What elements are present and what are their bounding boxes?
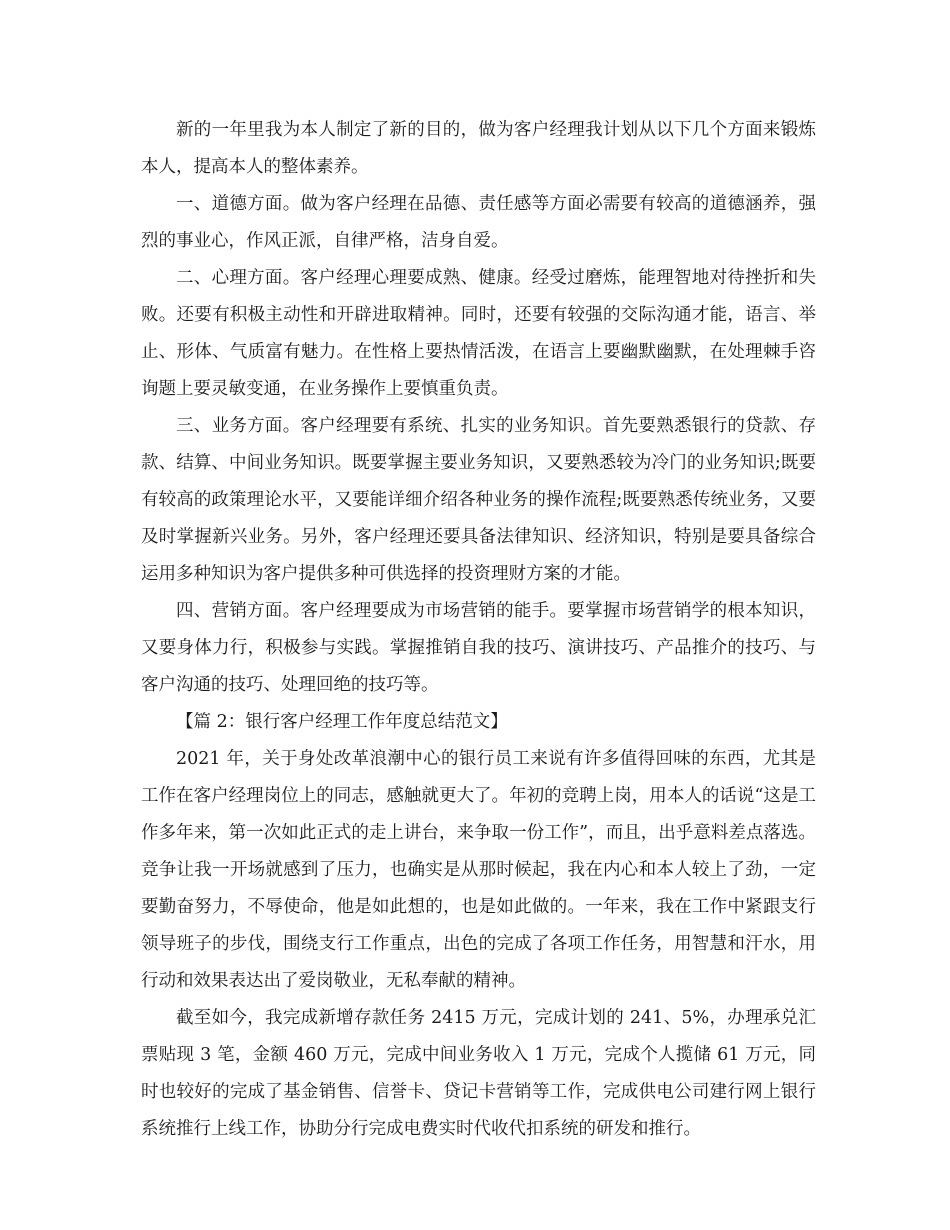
paragraph-summary-2021: 2021 年，关于身处改革浪潮中心的银行员工来说有许多值得回味的东西，尤其是工作在客户经理岗位上的同志，感触就更大了。年初的竞聘上岗，用本人的话说“这是工作多年来，第一次如此正式的走上讲台，来争取一份工作”，而且，出乎意料差点落选。竞争让我一开场就感到了压力，也确实是从那时候起，我在内心和本人较上了劲，一定要勤奋努力，不辱使命，他是如此想的，也是如此做的。一年来，我在工作中紧跟支行领导班子的步伐，围绕支行工作重点，出色的完成了各项工作任务，用智慧和汗水，用行动和效果表达出了爱岗敬业，无私奉献的精神。 xyxy=(141,749,816,991)
paragraph-intro: 新的一年里我为本人制定了新的目的，做为客户经理我计划从以下几个方面来锻炼本人，提高本人的整体素养。 xyxy=(141,120,816,177)
section-heading: 【篇 2：银行客户经理工作年度总结范文】 xyxy=(176,712,508,732)
paragraph-psychology: 二、心理方面。客户经理心理要成熟、健康。经受过磨炼，能理智地对待挫折和失败。还要有积极主动性和开辟进取精神。同时，还要有较强的交际沟通才能，语言、举止、形体、气质富有魅力。在性格上要热情活泼，在语言上要幽默幽默，在处理棘手咨询题上要灵敏变通，在业务操作上要慎重负责。 xyxy=(141,268,816,399)
paragraph-achievements: 截至如今，我完成新增存款任务 2415 万元，完成计划的 241、5%，办理承兑汇票贴现 3 笔，金额 460 万元，完成中间业务收入 1 万元，完成个人揽储 61 万元，同时也较好的完成了基金销售、信誉卡、贷记卡营销等工作，完成供电公司建行网上银行系统推行上线工作，协助分行完成电费实时代收代扣系统的研发和推行。 xyxy=(141,1008,816,1139)
document-body xyxy=(141,112,816,1148)
paragraph-marketing: 四、营销方面。客户经理要成为市场营销的能手。要掌握市场营销学的根本知识，又要身体力行，积极参与实践。掌握推销自我的技巧、演讲技巧、产品推介的技巧、与客户沟通的技巧、处理回绝的技巧等。 xyxy=(141,601,816,695)
paragraph-morality: 一、道德方面。做为客户经理在品德、责任感等方面必需要有较高的道德涵养，强烈的事业心，作风正派，自律严格，洁身自爱。 xyxy=(141,194,816,251)
paragraph-business: 三、业务方面。客户经理要有系统、扎实的业务知识。首先要熟悉银行的贷款、存款、结算、中间业务知识。既要掌握主要业务知识，又要熟悉较为冷门的业务知识;既要有较高的政策理论水平，又要能详细介绍各种业务的操作流程;既要熟悉传统业务，又要及时掌握新兴业务。另外，客户经理还要具备法律知识、经济知识，特别是要具备综合运用多种知识为客户提供多种可供选择的投资理财方案的才能。 xyxy=(141,416,816,584)
